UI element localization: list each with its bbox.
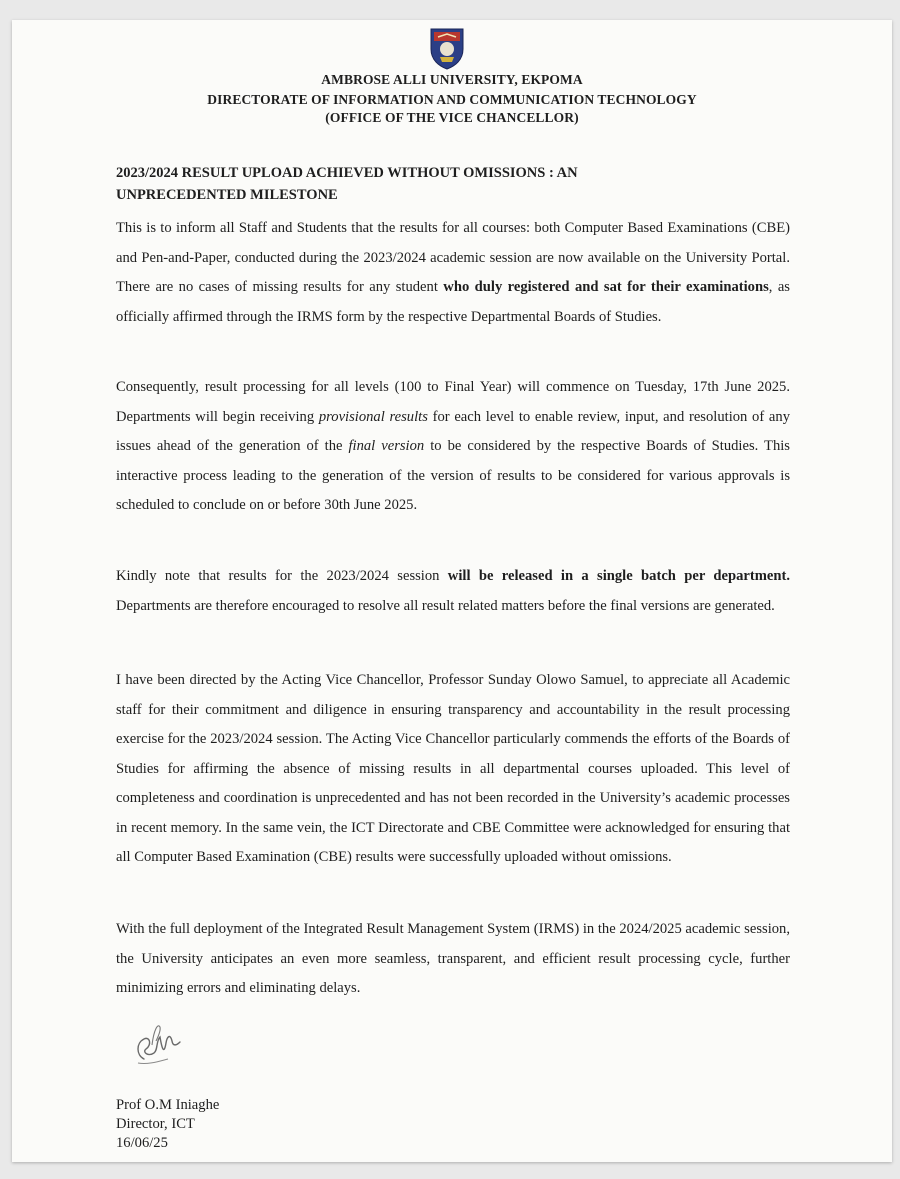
- signoff-date: 16/06/25: [116, 1135, 168, 1151]
- title-line-1: 2023/2024 RESULT UPLOAD ACHIEVED WITHOUT OMISSIONS : AN: [116, 165, 578, 181]
- paragraph-2-text-b: for each level to enable review, input, and resolution of any issues ahead of the generation of the: [116, 408, 790, 454]
- paragraph-3-text-a: Kindly note that results for the 2023/2024 session: [116, 568, 448, 584]
- signatory-position: Director, ICT: [116, 1116, 195, 1132]
- paragraph-1-text-a: This is to inform all Staff and Students that the results for all courses: both Computer Based Examinations (CBE) and Pen-and-Paper, conducted during the 2023/2024 academic session are now available on the University Portal. There are no cases of missing results for any student: [116, 220, 790, 295]
- paragraph-3-text-b: Departments are therefore encouraged to resolve all result related matters before the final versions are generated.: [116, 597, 775, 614]
- paragraph-1-bold: who duly registered and sat for their examinations: [443, 279, 769, 295]
- paragraph-1-text-b: , as officially affirmed through the IRMS form by the respective Departmental Boards of Studies.: [116, 279, 790, 325]
- paragraph-results-available: [116, 214, 790, 332]
- paragraph-2-text-c: to be considered by the respective Boards of Studies. This interactive process leading to the generation of the version of results to be considered for various approvals is scheduled to conclude on or before 30th June 2025.: [116, 438, 790, 513]
- paragraph-result-processing: [116, 373, 790, 521]
- handwritten-signature-icon: [122, 1015, 202, 1075]
- university-crest-icon: [428, 27, 466, 71]
- paragraph-single-batch: [116, 562, 790, 621]
- signatory-block: [116, 1096, 219, 1153]
- paragraph-3-bold: will be released in a single batch per department.: [447, 568, 791, 584]
- press-release-document: [12, 20, 892, 1162]
- paragraph-appreciation: I have been directed by the Acting Vice Chancellor, Professor Sunday Olowo Samuel, to appreciate all Academic staff for their commitment and diligence in ensuring transparency and accountability in the result processing exercise for the 2023/2024 session. The Acting Vice Chancellor particularly commends the efforts of the Boards of Studies for affirming the absence of missing results in all departmental courses uploaded. This level of completeness and coordination is unprecedented and has not been recorded in the University’s academic processes in recent memory. In the same vein, the ICT Directorate and CBE Committee were acknowledged for ensuring that all Computer Based Examination (CBE) results were successfully uploaded without omissions.: [116, 672, 790, 865]
- title-line-2: UNPRECEDENTED MILESTONE: [116, 187, 338, 203]
- paragraph-2-italic-a: provisional results: [318, 408, 428, 425]
- paragraph-2-text-a: Consequently, result processing for all levels (100 to Final Year) will commence on Tuesday, 17th June 2025. Departments will begin receiving: [116, 379, 790, 425]
- university-name: AMBROSE ALLI UNIVERSITY, EKPOMA: [321, 72, 583, 87]
- paragraph-2-italic-b: final version: [348, 438, 425, 454]
- signatory-name: Prof O.M Iniaghe: [116, 1097, 220, 1113]
- paragraph-irms-deployment: With the full deployment of the Integrated Result Management System (IRMS) in the 2024/2025 academic session, the University anticipates an even more seamless, transparent, and efficient result processing cycle, further minimizing errors and eliminating delays.: [116, 921, 790, 996]
- office-name: (OFFICE OF THE VICE CHANCELLOR): [325, 110, 579, 125]
- directorate-name: DIRECTORATE OF INFORMATION AND COMMUNICATION TECHNOLOGY: [207, 92, 697, 107]
- document-title: [116, 162, 806, 206]
